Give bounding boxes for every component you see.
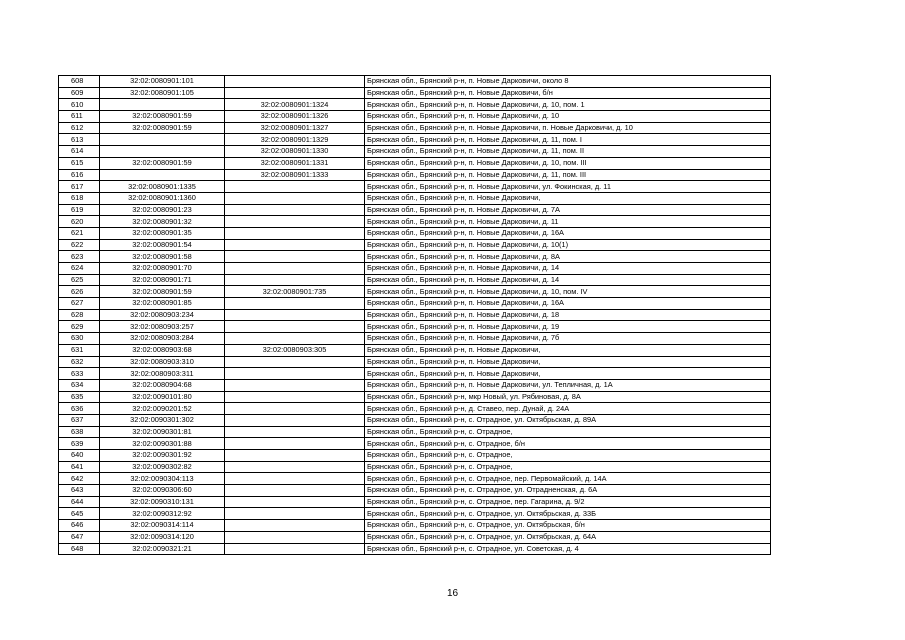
row-number-cell: 623: [59, 251, 100, 263]
table-row: [59, 508, 771, 520]
premises-cadastral-number-cell: [225, 414, 365, 426]
premises-cadastral-number-cell: 32:02:0080901:1327: [225, 122, 365, 134]
address-cell: Брянская обл., Брянский р-н, п. Новые Дарковичи, д. 14: [365, 263, 771, 275]
premises-cadastral-number-cell: [225, 239, 365, 251]
cadastral-number-cell: 32:02:0080901:85: [100, 298, 225, 310]
address-cell: Брянская обл., Брянский р-н, п. Новые Дарковичи, д. 19: [365, 321, 771, 333]
page-number: 16: [446, 588, 459, 599]
address-cell: Брянская обл., Брянский р-н, п. Новые Дарковичи, д. 18: [365, 309, 771, 321]
premises-cadastral-number-cell: [225, 496, 365, 508]
address-cell: Брянская обл., Брянский р-н, с. Отрадное, ул. Октябрьская, д. 64А: [365, 531, 771, 543]
address-cell: Брянская обл., Брянский р-н, п. Новые Дарковичи,: [365, 192, 771, 204]
row-number-cell: 634: [59, 379, 100, 391]
cadastral-number-cell: [100, 146, 225, 158]
premises-cadastral-number-cell: 32:02:0080903:305: [225, 344, 365, 356]
table-row: [59, 134, 771, 146]
address-cell: Брянская обл., Брянский р-н, п. Новые Дарковичи, около 8: [365, 76, 771, 88]
row-number-cell: 645: [59, 508, 100, 520]
cadastral-number-cell: 32:02:0090314:120: [100, 531, 225, 543]
cadastral-number-cell: 32:02:0080901:58: [100, 251, 225, 263]
table-row: [59, 520, 771, 532]
cadastral-number-cell: 32:02:0090101:80: [100, 391, 225, 403]
row-number-cell: 625: [59, 274, 100, 286]
row-number-cell: 646: [59, 520, 100, 532]
table-row: [59, 239, 771, 251]
row-number-cell: 633: [59, 368, 100, 380]
premises-cadastral-number-cell: [225, 251, 365, 263]
premises-cadastral-number-cell: [225, 274, 365, 286]
cadastral-number-cell: 32:02:0090302:82: [100, 461, 225, 473]
premises-cadastral-number-cell: [225, 403, 365, 415]
row-number-cell: 624: [59, 263, 100, 275]
cadastral-number-cell: 32:02:0080901:59: [100, 157, 225, 169]
table-row: [59, 461, 771, 473]
table-row: [59, 76, 771, 88]
table-row: [59, 438, 771, 450]
premises-cadastral-number-cell: [225, 321, 365, 333]
table-body: [59, 76, 771, 555]
row-number-cell: 617: [59, 181, 100, 193]
premises-cadastral-number-cell: 32:02:0080901:1331: [225, 157, 365, 169]
address-cell: Брянская обл., Брянский р-н, п. Новые Дарковичи, д. 11, пом. II: [365, 146, 771, 158]
address-cell: Брянская обл., Брянский р-н, п. Новые Дарковичи, д. 11, пом. III: [365, 169, 771, 181]
row-number-cell: 638: [59, 426, 100, 438]
cadastral-number-cell: 32:02:0080903:310: [100, 356, 225, 368]
row-number-cell: 641: [59, 461, 100, 473]
table-row: [59, 263, 771, 275]
cadastral-number-cell: 32:02:0080904:68: [100, 379, 225, 391]
address-cell: Брянская обл., Брянский р-н, п. Новые Дарковичи, ул. Тепличная, д. 1А: [365, 379, 771, 391]
address-cell: Брянская обл., Брянский р-н, п. Новые Дарковичи, д. 16А: [365, 227, 771, 239]
address-cell: Брянская обл., Брянский р-н, п. Новые Дарковичи,: [365, 344, 771, 356]
row-number-cell: 635: [59, 391, 100, 403]
address-cell: Брянская обл., Брянский р-н, п. Новые Дарковичи,: [365, 368, 771, 380]
cadastral-number-cell: 32:02:0080901:23: [100, 204, 225, 216]
table-row: [59, 169, 771, 181]
cadastral-number-cell: 32:02:0080901:54: [100, 239, 225, 251]
cadastral-number-cell: 32:02:0090310:131: [100, 496, 225, 508]
table-row: [59, 227, 771, 239]
premises-cadastral-number-cell: [225, 379, 365, 391]
address-cell: Брянская обл., Брянский р-н, п. Новые Дарковичи, д. 11: [365, 216, 771, 228]
address-cell: Брянская обл., Брянский р-н, п. Новые Дарковичи, б/н: [365, 87, 771, 99]
table-row: [59, 157, 771, 169]
row-number-cell: 630: [59, 333, 100, 345]
row-number-cell: 632: [59, 356, 100, 368]
cadastral-number-cell: 32:02:0080903:234: [100, 309, 225, 321]
address-cell: Брянская обл., Брянский р-н, с. Отрадное, ул. Отрадненская, д. 6А: [365, 485, 771, 497]
table-row: [59, 496, 771, 508]
address-cell: Брянская обл., Брянский р-н, мкр Новый, ул. Рябиновая, д. 8А: [365, 391, 771, 403]
row-number-cell: 614: [59, 146, 100, 158]
address-cell: Брянская обл., Брянский р-н, с. Отрадное, пер. Первомайский, д. 14А: [365, 473, 771, 485]
table-row: [59, 87, 771, 99]
row-number-cell: 629: [59, 321, 100, 333]
premises-cadastral-number-cell: [225, 309, 365, 321]
row-number-cell: 613: [59, 134, 100, 146]
table-row: [59, 216, 771, 228]
address-cell: Брянская обл., Брянский р-н, п. Новые Дарковичи, д. 14: [365, 274, 771, 286]
cadastral-number-cell: 32:02:0080903:311: [100, 368, 225, 380]
cadastral-number-cell: 32:02:0080901:59: [100, 122, 225, 134]
table-row: [59, 531, 771, 543]
table-row: [59, 368, 771, 380]
cadastral-number-cell: 32:02:0080903:284: [100, 333, 225, 345]
premises-cadastral-number-cell: [225, 520, 365, 532]
premises-cadastral-number-cell: [225, 204, 365, 216]
row-number-cell: 608: [59, 76, 100, 88]
address-cell: Брянская обл., Брянский р-н, п. Новые Дарковичи, д. 10, пом. 1: [365, 99, 771, 111]
address-cell: Брянская обл., Брянский р-н, п. Новые Дарковичи, д. 10(1): [365, 239, 771, 251]
premises-cadastral-number-cell: [225, 461, 365, 473]
premises-cadastral-number-cell: [225, 543, 365, 555]
premises-cadastral-number-cell: [225, 181, 365, 193]
cadastral-number-cell: 32:02:0090201:52: [100, 403, 225, 415]
table-row: [59, 426, 771, 438]
premises-cadastral-number-cell: [225, 368, 365, 380]
cadastral-number-cell: 32:02:0090301:92: [100, 450, 225, 462]
table-row: [59, 543, 771, 555]
premises-cadastral-number-cell: [225, 298, 365, 310]
table-row: [59, 122, 771, 134]
cadastral-number-cell: 32:02:0090301:88: [100, 438, 225, 450]
address-cell: Брянская обл., Брянский р-н, с. Отрадное, ул. Октябрьская, д. 33Б: [365, 508, 771, 520]
address-cell: Брянская обл., Брянский р-н, п. Новые Дарковичи,: [365, 356, 771, 368]
row-number-cell: 640: [59, 450, 100, 462]
cadastral-number-cell: 32:02:0090314:114: [100, 520, 225, 532]
address-cell: Брянская обл., Брянский р-н, с. Отрадное, ул. Советская, д. 4: [365, 543, 771, 555]
cadastral-number-cell: 32:02:0090306:60: [100, 485, 225, 497]
property-table: [58, 75, 771, 555]
premises-cadastral-number-cell: [225, 485, 365, 497]
premises-cadastral-number-cell: [225, 450, 365, 462]
table-row: [59, 391, 771, 403]
cadastral-number-cell: 32:02:0080901:1335: [100, 181, 225, 193]
premises-cadastral-number-cell: [225, 473, 365, 485]
address-cell: Брянская обл., Брянский р-н, п. Новые Дарковичи, д. 11, пом. I: [365, 134, 771, 146]
address-cell: Брянская обл., Брянский р-н, с. Отрадное, б/н: [365, 438, 771, 450]
cadastral-number-cell: 32:02:0080901:71: [100, 274, 225, 286]
table-row: [59, 204, 771, 216]
cadastral-number-cell: 32:02:0080901:59: [100, 111, 225, 123]
row-number-cell: 611: [59, 111, 100, 123]
row-number-cell: 620: [59, 216, 100, 228]
cadastral-number-cell: 32:02:0080901:59: [100, 286, 225, 298]
premises-cadastral-number-cell: 32:02:0080901:1333: [225, 169, 365, 181]
premises-cadastral-number-cell: 32:02:0080901:735: [225, 286, 365, 298]
row-number-cell: 628: [59, 309, 100, 321]
cadastral-number-cell: 32:02:0080901:35: [100, 227, 225, 239]
premises-cadastral-number-cell: 32:02:0080901:1330: [225, 146, 365, 158]
premises-cadastral-number-cell: [225, 263, 365, 275]
premises-cadastral-number-cell: [225, 438, 365, 450]
table-row: [59, 344, 771, 356]
cadastral-number-cell: 32:02:0090301:81: [100, 426, 225, 438]
table-row: [59, 309, 771, 321]
table-row: [59, 321, 771, 333]
cadastral-number-cell: 32:02:0080901:70: [100, 263, 225, 275]
row-number-cell: 647: [59, 531, 100, 543]
table-row: [59, 403, 771, 415]
table-row: [59, 192, 771, 204]
premises-cadastral-number-cell: [225, 192, 365, 204]
premises-cadastral-number-cell: 32:02:0080901:1329: [225, 134, 365, 146]
table-row: [59, 298, 771, 310]
row-number-cell: 622: [59, 239, 100, 251]
table-row: [59, 450, 771, 462]
row-number-cell: 636: [59, 403, 100, 415]
row-number-cell: 639: [59, 438, 100, 450]
cadastral-number-cell: 32:02:0080903:257: [100, 321, 225, 333]
table-row: [59, 111, 771, 123]
table-row: [59, 485, 771, 497]
table-row: [59, 356, 771, 368]
premises-cadastral-number-cell: 32:02:0080901:1326: [225, 111, 365, 123]
row-number-cell: 621: [59, 227, 100, 239]
premises-cadastral-number-cell: 32:02:0080901:1324: [225, 99, 365, 111]
cadastral-number-cell: [100, 134, 225, 146]
address-cell: Брянская обл., Брянский р-н, п. Новые Дарковичи, д. 7А: [365, 204, 771, 216]
cadastral-number-cell: 32:02:0080901:105: [100, 87, 225, 99]
table-row: [59, 251, 771, 263]
row-number-cell: 609: [59, 87, 100, 99]
address-cell: Брянская обл., Брянский р-н, п. Новые Дарковичи, п. Новые Дарковичи, д. 10: [365, 122, 771, 134]
cadastral-number-cell: 32:02:0080901:101: [100, 76, 225, 88]
row-number-cell: 612: [59, 122, 100, 134]
cadastral-number-cell: 32:02:0090321:21: [100, 543, 225, 555]
row-number-cell: 610: [59, 99, 100, 111]
premises-cadastral-number-cell: [225, 333, 365, 345]
address-cell: Брянская обл., Брянский р-н, п. Новые Дарковичи, д. 10: [365, 111, 771, 123]
address-cell: Брянская обл., Брянский р-н, п. Новые Дарковичи, д. 8А: [365, 251, 771, 263]
address-cell: Брянская обл., Брянский р-н, с. Отрадное, ул. Октябрьская, д. 89А: [365, 414, 771, 426]
row-number-cell: 618: [59, 192, 100, 204]
premises-cadastral-number-cell: [225, 531, 365, 543]
row-number-cell: 616: [59, 169, 100, 181]
address-cell: Брянская обл., Брянский р-н, п. Новые Дарковичи, д. 10, пом. III: [365, 157, 771, 169]
address-cell: Брянская обл., Брянский р-н, с. Отрадное,: [365, 450, 771, 462]
premises-cadastral-number-cell: [225, 391, 365, 403]
cadastral-number-cell: 32:02:0090304:113: [100, 473, 225, 485]
table-row: [59, 146, 771, 158]
row-number-cell: 643: [59, 485, 100, 497]
cadastral-number-cell: [100, 99, 225, 111]
cadastral-number-cell: [100, 169, 225, 181]
address-cell: Брянская обл., Брянский р-н, п. Новые Дарковичи, д. 16А: [365, 298, 771, 310]
address-cell: Брянская обл., Брянский р-н, п. Новые Дарковичи, д. 7б: [365, 333, 771, 345]
row-number-cell: 648: [59, 543, 100, 555]
row-number-cell: 615: [59, 157, 100, 169]
address-cell: Брянская обл., Брянский р-н, д. Ставео, пер. Дунай, д. 24А: [365, 403, 771, 415]
premises-cadastral-number-cell: [225, 426, 365, 438]
premises-cadastral-number-cell: [225, 87, 365, 99]
table-row: [59, 414, 771, 426]
address-cell: Брянская обл., Брянский р-н, с. Отрадное,: [365, 426, 771, 438]
premises-cadastral-number-cell: [225, 216, 365, 228]
address-cell: Брянская обл., Брянский р-н, п. Новые Дарковичи, д. 10, пом. IV: [365, 286, 771, 298]
table-row: [59, 274, 771, 286]
row-number-cell: 642: [59, 473, 100, 485]
row-number-cell: 637: [59, 414, 100, 426]
address-cell: Брянская обл., Брянский р-н, п. Новые Дарковичи, ул. Фокинская, д. 11: [365, 181, 771, 193]
table-row: [59, 473, 771, 485]
table-row: [59, 379, 771, 391]
table-row: [59, 333, 771, 345]
row-number-cell: 627: [59, 298, 100, 310]
cadastral-number-cell: 32:02:0080901:32: [100, 216, 225, 228]
premises-cadastral-number-cell: [225, 356, 365, 368]
table-row: [59, 286, 771, 298]
table-row: [59, 181, 771, 193]
table-row: [59, 99, 771, 111]
row-number-cell: 644: [59, 496, 100, 508]
row-number-cell: 626: [59, 286, 100, 298]
address-cell: Брянская обл., Брянский р-н, с. Отрадное, ул. Октябрьская, б/н: [365, 520, 771, 532]
premises-cadastral-number-cell: [225, 508, 365, 520]
row-number-cell: 619: [59, 204, 100, 216]
cadastral-number-cell: 32:02:0090301:302: [100, 414, 225, 426]
cadastral-number-cell: 32:02:0080903:68: [100, 344, 225, 356]
row-number-cell: 631: [59, 344, 100, 356]
cadastral-number-cell: 32:02:0090312:92: [100, 508, 225, 520]
address-cell: Брянская обл., Брянский р-н, с. Отрадное,: [365, 461, 771, 473]
premises-cadastral-number-cell: [225, 227, 365, 239]
address-cell: Брянская обл., Брянский р-н, с. Отрадное, пер. Гагарина, д. 9/2: [365, 496, 771, 508]
cadastral-number-cell: 32:02:0080901:1360: [100, 192, 225, 204]
premises-cadastral-number-cell: [225, 76, 365, 88]
